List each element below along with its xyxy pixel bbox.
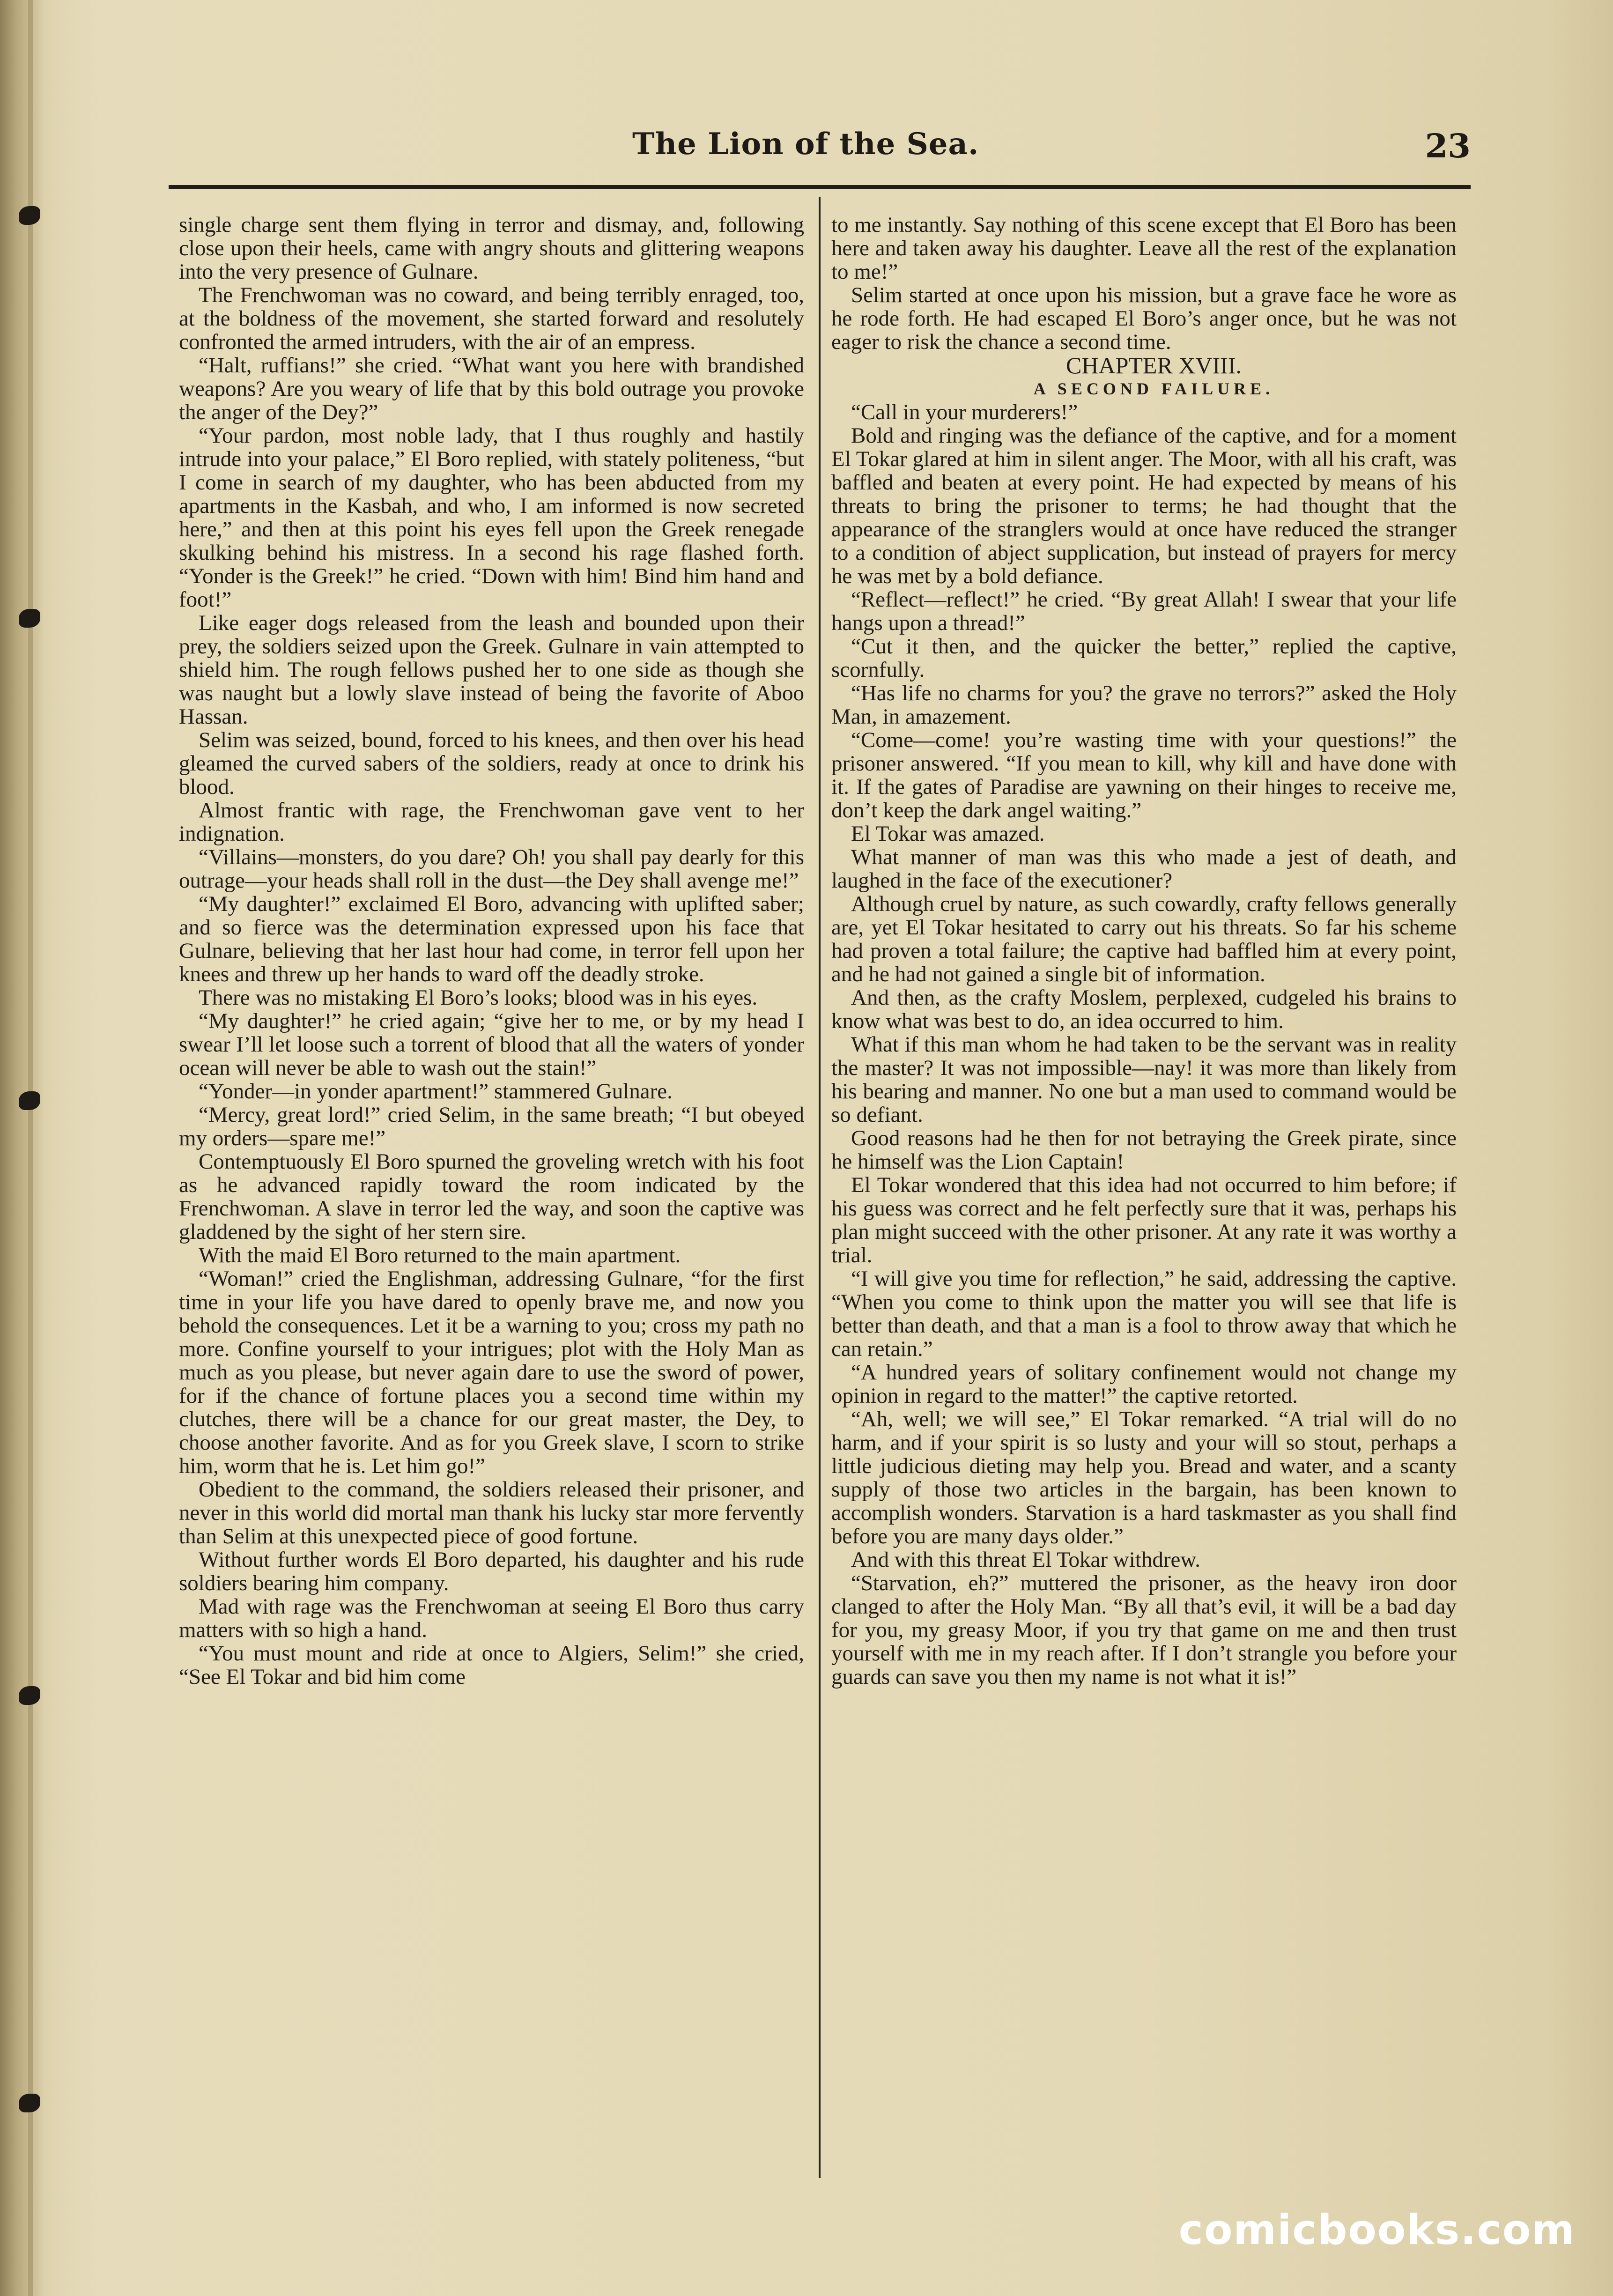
paragraph: El Tokar was amazed. [851,822,1045,846]
paragraph: “Yonder—in yonder apartment!” stammered Gulnare. [199,1079,673,1104]
page-fold [28,0,33,2296]
paragraph: “Mercy, great lord!” cried Selim, in the same breath; “I but obeyed my orders—spare me!” [179,1103,804,1150]
left-column [179,213,804,2180]
paragraph: “Cut it then, and the quicker the better,” replied the captive, scornfully. [831,634,1457,682]
running-title: The Lion of the Sea. [632,126,979,162]
binding-hole [19,1686,40,1705]
paragraph: The Frenchwoman was no coward, and being terribly enraged, too, at the boldness of the movement, she started forward and resolutely confronted the armed intruders, with the air of an empress. [179,283,804,354]
paragraph: “Ah, well; we will see,” El Tokar remarked. “A trial will do no harm, and if your spirit is so lusty and your will so stout, perhaps a little judicious dieting may help you. Bread and water, and a scanty supply of those two articles in the bargain, has been known to accomplish wonders. Starvation is a hard taskmaster as you shall find before you are many days older.” [831,1407,1457,1548]
binding-hole [19,1091,40,1110]
chapter-title: CHAPTER XVIII. [1066,352,1242,378]
paragraph: “Come—come! you’re wasting time with your questions!” the prisoner answered. “If you mean to kill, why kill and have done with it. If the gates of Paradise are yawning on their hinges to receive me, don’t keep the dark angel waiting.” [831,728,1457,822]
binding-hole [19,609,40,628]
paragraph: Obedient to the command, the soldiers released their prisoner, and never in this world did mortal man thank his lucky star more fervently than Selim at this unexpected piece of good fortune. [179,1477,804,1548]
book-spine [0,0,44,2296]
paragraph: El Tokar wondered that this idea had not occurred to him before; if his guess was correct and he felt perfectly sure that it was, perhaps his plan might succeed with the other prisoner. At any rate it was worthy a trial. [831,1173,1457,1267]
paragraph: Bold and ringing was the defiance of the captive, and for a moment El Tokar glared at him in silent anger. The Moor, with all his craft, was baffled and beaten at every point. He had expected by means of his threats to bring the prisoner to terms; he had thought that the appearance of the stranglers would at once have reduced the stranger to a condition of abject supplication, but instead of prayers for mercy he was met by a bold defiance. [831,423,1457,588]
paragraph: “You must mount and ride at once to Algiers, Selim!” she cried, “See El Tokar and bid him come [179,1641,804,1689]
paragraph: “Halt, ruffians!” she cried. “What want you here with brandished weapons? Are you weary of life that by this bold outrage you provoke the anger of the Dey?” [179,353,804,424]
paragraph: Good reasons had he then for not betraying the Greek pirate, since he himself was the Lion Captain! [831,1126,1457,1174]
paragraph: “My daughter!” he cried again; “give her to me, or by my head I swear I’ll let loose such a torrent of blood that all the waters of yonder ocean will never be able to wash out the stain!” [179,1009,804,1080]
right-column [831,213,1457,2180]
paragraph: Contemptuously El Boro spurned the groveling wretch with his foot as he advanced rapidly toward the room indicated by the Frenchwoman. A slave in terror led the way, and soon the captive was gladdened by the sight of her stern sire. [179,1149,804,1244]
paragraph: “Woman!” cried the Englishman, addressing Gulnare, “for the first time in your life you have dared to openly brave me, and now you behold the consequences. Let it be a warning to you; cross my path no more. Confine yourself to your intrigues; plot with the Holy Man as much as you please, but never again dare to use the sword of power, for if the chance of fortune places you a second time within my clutches, there will be a chance for our great master, the Dey, to choose another favorite. And as for you Greek slave, I scorn to strike him, worm that he is. Let him go!” [179,1267,804,1478]
paragraph: What manner of man was this who made a jest of death, and laughed in the face of the executioner? [831,845,1457,893]
paragraph: Selim was seized, bound, forced to his knees, and then over his head gleamed the curved sabers of the soldiers, ready at once to drink his blood. [179,728,804,799]
paragraph: “Your pardon, most noble lady, that I thus roughly and hastily intrude into your palace,” El Boro replied, with stately politeness, “but I come in search of my daughter, who has been abducted from my apartments in the Kasbah, and who, I am informed is now secreted here,” and then at this point his eyes fell upon the Greek renegade skulking behind his mistress. In a second his rage flashed forth. “Yonder is the Greek!” he cried. “Down with him! Bind him hand and foot!” [179,423,804,612]
paragraph: And with this threat El Tokar withdrew. [851,1548,1200,1572]
paragraph: What if this man whom he had taken to be the servant was in reality the master? It was not impossible—nay! it was more than likely from his bearing and manner. No one but a man used to command would be so defiant. [831,1032,1457,1127]
right-column-after-chapter [831,400,1457,1689]
column-divider [819,197,821,2178]
chapter-subtitle: A SECOND FAILURE. [1033,379,1274,398]
paragraph: “Call in your murderers!” [851,400,1078,424]
paragraph: single charge sent them flying in terror and dismay, and, following close upon their heels, came with angry shouts and glittering weapons into the very presence of Gulnare. [179,213,804,284]
paragraph: Without further words El Boro departed, his daughter and his rude soldiers bearing him company. [179,1548,804,1595]
paragraph: Mad with rage was the Frenchwoman at seeing El Boro thus carry matters with so high a hand. [179,1594,804,1642]
page-number: 23 [1425,126,1471,165]
binding-hole [19,206,40,225]
paragraph: “Villains—monsters, do you dare? Oh! you shall pay dearly for this outrage—your heads shall roll in the dust—the Dey shall avenge me!” [179,845,804,893]
paragraph: “My daughter!” exclaimed El Boro, advancing with uplifted saber; and so fierce was the determination expressed upon his face that Gulnare, believing that her last hour had come, in terror fell upon her knees and threw up her hands to ward off the deadly stroke. [179,892,804,986]
paragraph: “I will give you time for reflection,” he said, addressing the captive. “When you come to think upon the matter you will see that life is better than death, and that a man is a fool to throw away that which he can retain.” [831,1267,1457,1361]
header-rule [169,185,1471,189]
right-column-before-chapter [831,213,1457,354]
watermark: comicbooks.com [1178,2206,1576,2254]
binding-hole [19,2094,40,2112]
paragraph: “Starvation, eh?” muttered the prisoner, as the heavy iron door clanged to after the Holy Man. “By all that’s evil, it will be a bad day for you, my greasy Moor, if you try that game on me and then trust yourself with me in my reach after. If I don’t strangle you before your guards can save you then my name is not what it is!” [831,1571,1457,1689]
paragraph: Almost frantic with rage, the Frenchwoman gave vent to her indignation. [179,798,804,846]
paragraph: Although cruel by nature, as such cowardly, crafty fellows generally are, yet El Tokar hesitated to carry out his threats. So far his scheme had proven a total failure; the captive had baffled him at every point, and he had not gained a single bit of information. [831,892,1457,986]
paragraph: With the maid El Boro returned to the main apartment. [199,1243,681,1267]
paragraph: “Reflect—reflect!” he cried. “By great Allah! I swear that your life hangs upon a thread!” [831,587,1457,635]
paragraph: And then, as the crafty Moslem, perplexed, cudgeled his brains to know what was best to do, an idea occurred to him. [831,985,1457,1033]
paragraph: There was no mistaking El Boro’s looks; blood was in his eyes. [199,985,758,1010]
paragraph: to me instantly. Say nothing of this scene except that El Boro has been here and taken away his daughter. Leave all the rest of the explanation to me!” [831,213,1457,284]
paragraph: Like eager dogs released from the leash and bounded upon their prey, the soldiers seized upon the Greek. Gulnare in vain attempted to shield him. The rough fellows pushed her to one side as though she was naught but a lowly slave instead of being the favorite of Aboo Hassan. [179,611,804,729]
paragraph: “A hundred years of solitary confinement would not change my opinion in regard to the matter!” the captive retorted. [831,1360,1457,1408]
paragraph: “Has life no charms for you? the grave no terrors?” asked the Holy Man, in amazement. [831,681,1457,729]
page-header [169,126,1471,178]
paragraph: Selim started at once upon his mission, but a grave face he wore as he rode forth. He had escaped El Boro’s anger once, but he was not eager to risk the chance a second time. [831,283,1457,354]
